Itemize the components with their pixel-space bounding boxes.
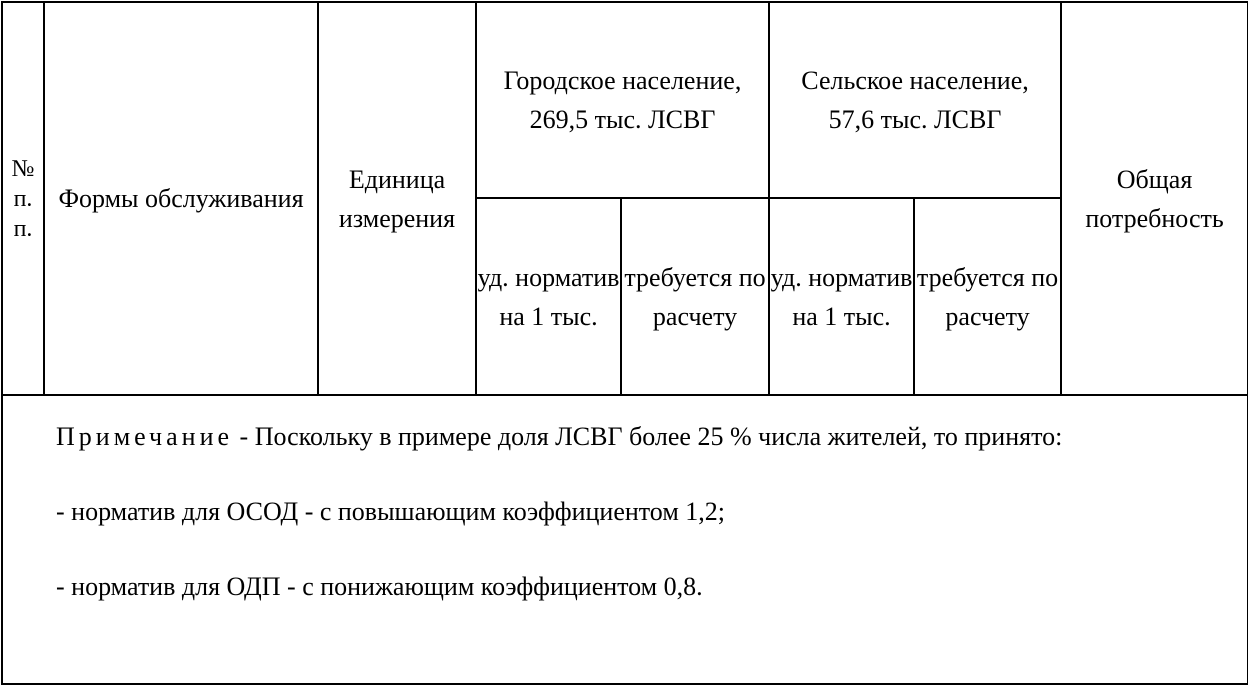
header-urban-norm-text: уд. норматив на 1 тыс. bbox=[477, 262, 620, 331]
header-rural-required bbox=[914, 198, 1061, 395]
header-num bbox=[2, 2, 44, 395]
header-rural-required-text: требуется по расчету bbox=[916, 262, 1059, 331]
header-row-1 bbox=[2, 2, 1248, 198]
header-urban-text: Городское население, 269,5 тыс. ЛСВГ bbox=[503, 66, 742, 134]
header-rural bbox=[769, 2, 1061, 198]
header-urban-required-text: требуется по расчету bbox=[624, 262, 766, 331]
header-total bbox=[1061, 2, 1248, 395]
header-unit-text: Единица измерения bbox=[338, 164, 456, 233]
header-total-text: Общая потребность bbox=[1085, 164, 1224, 233]
note-intro bbox=[3, 396, 1247, 456]
header-forms bbox=[44, 2, 318, 395]
header-urban bbox=[476, 2, 769, 198]
header-unit bbox=[318, 2, 476, 395]
note-item-osod: - норматив для ОСОД - с повышающим коэффициентом 1,2; bbox=[56, 497, 725, 526]
header-rural-norm-text: уд. норматив на 1 тыс. bbox=[770, 262, 913, 331]
header-forms-text: Формы обслуживания bbox=[58, 184, 304, 213]
header-num-text: № п. п. bbox=[11, 155, 35, 242]
service-norms-table bbox=[1, 1, 1248, 685]
note-row bbox=[2, 395, 1248, 684]
header-urban-required bbox=[621, 198, 769, 395]
header-rural-norm bbox=[769, 198, 914, 395]
header-rural-text: Сельское население, 57,6 тыс. ЛСВГ bbox=[801, 66, 1029, 134]
note-label: Примечание bbox=[56, 422, 234, 451]
note-cell bbox=[2, 395, 1248, 684]
note-intro-text: - Поскольку в примере доля ЛСВГ более 25 % числа жителей, то принято: bbox=[233, 422, 1063, 451]
note-item-odp: - норматив для ОДП - с понижающим коэффициентом 0,8. bbox=[56, 572, 703, 601]
header-urban-norm bbox=[476, 198, 621, 395]
